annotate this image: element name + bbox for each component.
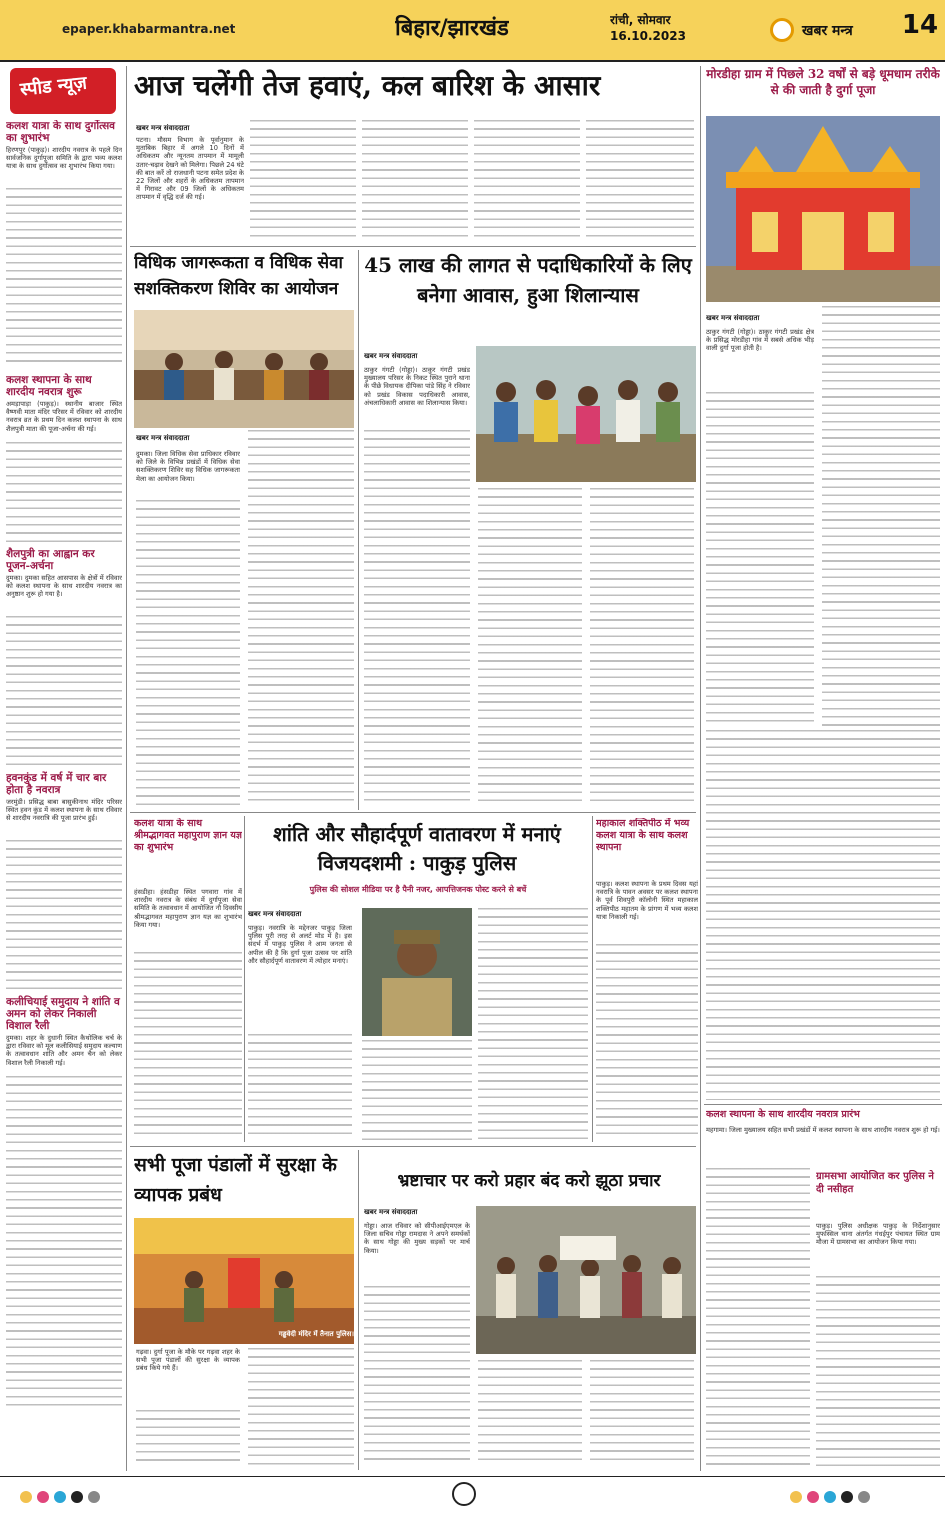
police-officer-photo <box>362 908 472 1036</box>
housing-body <box>478 488 582 806</box>
durga-village-photo <box>706 116 940 302</box>
corruption-body <box>478 1360 582 1466</box>
kalash-gyan-body <box>134 952 242 1140</box>
peace-police-subheadline: पुलिस की सोशल मीडिया पर है पैनी नजर, आपत्तिजनक पोस्ट करने से बचें <box>309 885 527 894</box>
gram-sabha-text: पाकुड़। पुलिस अधीक्षक पाकुड़ के निर्देशानुसार मुफस्सिल थाना अंतर्गत गंधईपुर पंचायत स्थित ग्राम मौजा में ग्रामसभा का आयोजन किया गया। <box>816 1222 940 1247</box>
sidebar-item-title[interactable]: कलश स्थापना के साथ शारदीय नवरात्र शुरू <box>6 374 92 398</box>
corruption-text: गोड्डा। आज रविवार को सीपीआईएमएल के जिला सचिव गोड्डा रामदास ने अपने समर्थकों के साथ गोड्डा की मुख्य सड़कों पर मार्च किया। <box>364 1222 470 1255</box>
section-divider <box>130 246 696 247</box>
mahakal-text: पाकुड़। कलश स्थापना के प्रथम दिवस यहां नवरात्रि के पावन अवसर पर कलश स्थापना के पूर्व शिवपुरी कॉलोनी स्थित महाकाल शक्तिपीठ महातम के प्रांगण में भव्य कलश यात्रा निकाली गई। <box>596 880 698 921</box>
sidebar <box>6 120 122 1470</box>
kalash-navratri-headline[interactable]: कलश स्थापना के साथ शारदीय नवरात्र प्रारंभ <box>706 1109 860 1120</box>
sidebar-item-text: दुमका। शहर के दुधानी स्थित कैथोलिक चर्च के द्वारा रविवार को मूल कलीसियाई समुदाय कल्याण के तत्वावधान शांति और अमन चैन को लेकर विशाल रैली निकाली गई। <box>6 1034 122 1067</box>
column-divider <box>244 816 245 1142</box>
peace-police-body <box>362 1040 472 1140</box>
housing-photo <box>476 346 696 482</box>
corruption-byline: खबर मन्त्र संवाददाता <box>364 1208 418 1216</box>
date-value: 16.10.2023 <box>610 29 686 43</box>
mahakal-headline[interactable]: महाकाल शक्तिपीठ में भव्य कलश यात्रा के साथ कलश स्थापना <box>596 818 690 853</box>
peace-police-headline[interactable]: शांति और सौहार्दपूर्ण वातावरण में मनाएं विजयदशमी : पाकुड़ पुलिस <box>273 822 561 875</box>
legal-camp-byline: खबर मन्त्र संवाददाता <box>136 434 190 442</box>
durga-village-byline: खबर मन्त्र संवाददाता <box>706 314 760 322</box>
housing-body <box>364 430 470 806</box>
security-text: गढ़वा। दुर्गा पूजा के मौके पर गढ़वा शहर के सभी पूजा पंडालों की सुरक्षा के व्यापक प्रबंध किये गये हैं। <box>136 1348 240 1373</box>
site-url[interactable]: epaper.khabarmantra.net <box>62 22 236 36</box>
kalash-gyan-text: हंसडीहा। हंसडीहा स्थित पगवारा गांव में शारदीय नवरात्र के संबंध में दुर्गापूजा सेवा समिति के तत्वावधान में आयोजित नौ दिवसीय श्रीमद्भागवत महापुराण ज्ञान यज्ञ का शुभारंभ किया गया। <box>134 888 242 929</box>
sidebar-item-body <box>6 840 122 990</box>
corruption-photo <box>476 1206 696 1354</box>
security-body <box>248 1348 354 1466</box>
sidebar-item-title[interactable]: कलीचियाई समुदाय ने शांति व अमन को लेकर निकाली विशाल रैली <box>6 996 120 1032</box>
legal-camp-headline[interactable]: विधिक जागरूकता व विधिक सेवा सशक्तिकरण शिविर का आयोजन <box>134 253 343 299</box>
peace-police-byline: खबर मन्त्र संवाददाता <box>248 910 302 918</box>
sidebar-item-text: दुमका। दुमका सहित आसपास के क्षेत्रों में रविवार को कलश स्थापना के साथ शारदीय नवरात्र का अनुष्ठान शुरू हो गया है। <box>6 574 122 599</box>
issue-date <box>610 12 686 44</box>
logo-icon <box>770 18 794 42</box>
main-byline: खबर मन्त्र संवाददाता <box>136 124 190 132</box>
city-day: रांची, सोमवार <box>610 13 671 27</box>
peace-police-text: पाकुड़। नवरात्रि के मद्देनजर पाकुड़ जिला पुलिस पूरी तरह से अलर्ट मोड में है। इस संदर्भ में पाकुड़ पुलिस ने आम जनता से अपील की है कि दुर्गा पूजा उत्सव पर शांति और सौहार्दपूर्ण वातावरण में त्योहार मनाएं। <box>248 924 352 965</box>
main-body-col <box>362 120 468 242</box>
column-divider <box>700 66 701 1471</box>
sidebar-item-title[interactable]: शैलपुत्री का आह्वान कर पूजन-अर्चना <box>6 548 95 572</box>
durga-village-text: ठाकुर गंगटी (गोड्डा)। ठाकुर गंगटी प्रखंड क्षेत्र के प्रसिद्ध मोरडीहा गांव में सबसे अधिक भीड़ वाली दुर्गा पूजा होती है। <box>706 328 814 353</box>
legal-camp-body <box>136 500 240 806</box>
speed-news-label: स्पीड न्यूज़ <box>19 72 88 101</box>
column-divider <box>358 250 359 810</box>
column-divider <box>358 1150 359 1470</box>
mahakal-body <box>706 730 940 1100</box>
column-divider <box>592 816 593 1142</box>
sidebar-item-body <box>6 442 122 542</box>
security-photo-caption: गड्ढवेदी मंदिर में तैनात पुलिस। <box>278 1330 354 1338</box>
durga-village-body <box>822 306 940 726</box>
sidebar-item-title[interactable]: हवनकुंड में वर्ष में चार बार होता है नवरात्र <box>6 772 107 796</box>
main-body-col <box>250 120 356 242</box>
gram-sabha-headline[interactable]: ग्रामसभा आयोजित कर पुलिस ने दी नसीहत <box>816 1171 934 1195</box>
speed-news-badge <box>10 68 116 114</box>
registration-mark-icon <box>452 1482 476 1506</box>
housing-headline[interactable]: 45 लाख की लागत से पदाधिकारियों के लिए बनेगा आवास, हुआ शिलान्यास <box>364 253 692 307</box>
security-headline[interactable]: सभी पूजा पंडालों में सुरक्षा के व्यापक प्रबंध <box>134 1154 337 1206</box>
corruption-body <box>590 1360 694 1466</box>
corruption-headline[interactable]: भ्रष्टाचार पर करो प्रहार बंद करो झूठा प्रचार <box>397 1171 661 1191</box>
main-body-col <box>586 120 694 242</box>
section-divider <box>130 1146 696 1147</box>
sidebar-item-text: जरमुंडी। प्रसिद्ध बाबा बासुकीनाथ मंदिर परिसर स्थित हवन कुंड में कलश स्थापना के साथ रविवार से शारदीय नवरात्रि की पूजा प्रारंभ हुई। <box>6 798 122 823</box>
kalash-navratri-text: महगामा। जिला मुख्यालय सहित सभी प्रखंडों में कलश स्थापना के साथ शारदीय नवरात्र शुरू हो गई। <box>706 1126 940 1134</box>
footer-color-dots-right <box>790 1488 930 1504</box>
sidebar-item-body <box>6 616 122 766</box>
section-divider <box>130 812 696 813</box>
main-body-col <box>474 120 580 242</box>
durga-village-body <box>706 392 814 726</box>
mahakal-body <box>596 944 698 1140</box>
legal-camp-body <box>248 430 354 806</box>
sidebar-item-text: हिरणपुर (पाकुड़)। शारदीय नवरात्र के पहले दिन सार्वजनिक दुर्गापूजा समिति के द्वारा भव्य कलश यात्रा के साथ दुर्गोत्सव का शुभारंभ किया गया। <box>6 146 122 171</box>
brand-logo <box>770 14 900 46</box>
sidebar-item-title[interactable]: कलश यात्रा के साथ दुर्गोत्सव का शुभारंभ <box>6 120 116 144</box>
footer-rule <box>0 1476 945 1477</box>
corruption-body <box>364 1286 470 1466</box>
gram-sabha-body <box>816 1276 940 1466</box>
section-divider <box>704 1104 942 1105</box>
durga-village-headline[interactable]: मोरडीहा ग्राम में पिछले 32 वर्षों से बड़े धूमधाम तरीके से की जाती है दुर्गा पूजा <box>706 67 940 97</box>
section-title: बिहार/झारखंड <box>395 15 509 41</box>
main-headline[interactable]: आज चलेंगी तेज हवाएं, कल बारिश के आसार <box>134 69 601 102</box>
legal-camp-photo <box>134 310 354 428</box>
page-number: 14 <box>901 10 939 40</box>
housing-byline: खबर मन्त्र संवाददाता <box>364 352 418 360</box>
main-lead: पटना। मौसम विभाग के पूर्वानुमान के मुताबिक बिहार में अगले 10 दिनों में अधिकतम और न्यूनतम तापमान में मामूली उतार-चढ़ाव देखने को मिलेगा। पिछले 24 घंटे की बात करें तो राजधानी पटना समेत प्रदेश के 22 जिलों और शहरों के अधिकतम तापमान में गिरावट और 09 जिलों के अधिकतम तापमान में वृद्धि दर्ज की गई। <box>136 136 244 202</box>
peace-police-body <box>478 908 588 1140</box>
security-body <box>136 1410 240 1466</box>
sidebar-item-text: अमड़ापाड़ा (पाकुड़)। स्थानीय बाजार स्थित वैष्णवी माता मंदिर परिसर में रविवार को शारदीय नवरात्र व्रत के प्रथम दिन कलश स्थापना के साथ शैलपुत्री माता की पूजा-अर्चना की गई। <box>6 400 122 433</box>
legal-camp-text: दुमका। जिला विधिक सेवा प्राधिकार रविवार को जिले के विभिन्न प्रखंडों में विधिक सेवा सशक्तिकरण शिविर सह विधिक जागरूकता मेला का आयोजन किया। <box>136 450 240 483</box>
column-divider <box>126 66 127 1471</box>
sidebar-item-body <box>6 1076 122 1406</box>
housing-body <box>590 488 694 806</box>
footer-color-dots-left <box>20 1488 160 1504</box>
sidebar-item-body <box>6 188 122 368</box>
kalash-gyan-headline[interactable]: कलश यात्रा के साथ श्रीमद्भागवत महापुराण ज्ञान यज्ञ का शुभारंभ <box>134 818 242 853</box>
housing-text: ठाकुर गंगटी (गोड्डा)। ठाकुर गंगटी प्रखंड मुख्यालय परिसर के निकट स्थित पुराने थाना के पीछे विधायक दीपिका पांडे सिंह ने रविवार को प्रखंड विकास पदाधिकारी आवास, अंचलाधिकारी आवास का शिलान्यास किया। <box>364 366 470 407</box>
peace-police-body <box>248 1034 352 1140</box>
gram-sabha-body <box>706 1168 810 1466</box>
security-photo <box>134 1218 354 1344</box>
page-header <box>0 0 945 62</box>
brand-name: खबर मन्त्र <box>802 23 853 39</box>
